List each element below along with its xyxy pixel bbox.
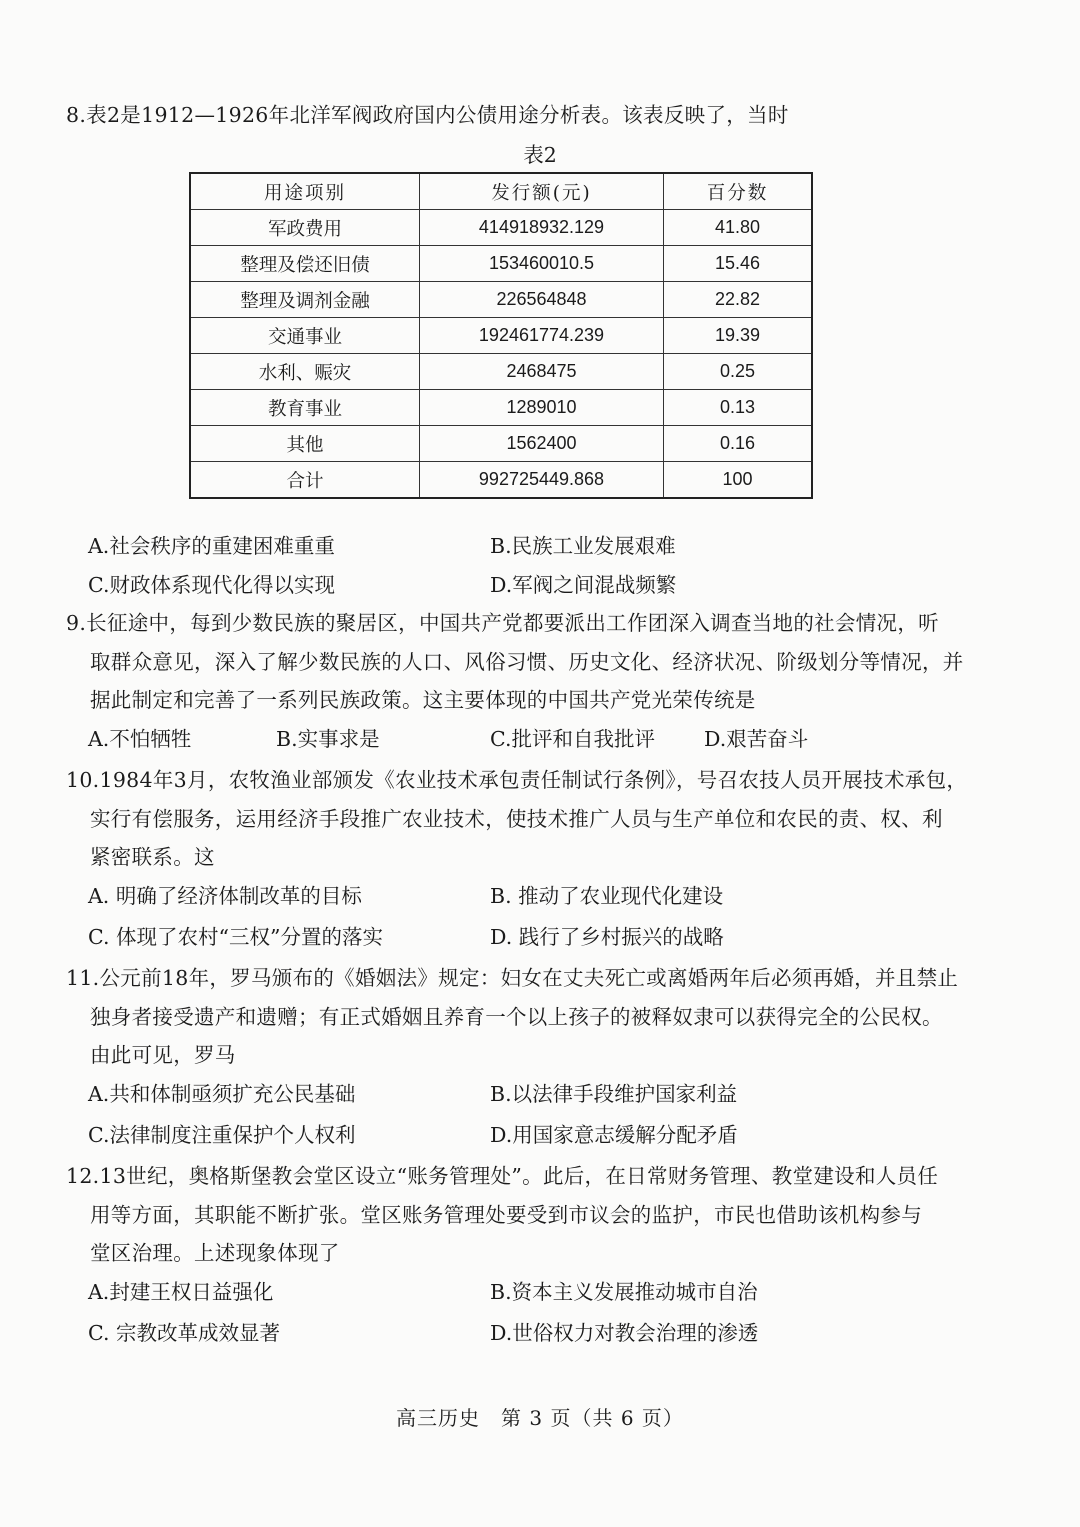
table-row xyxy=(190,282,812,318)
q9-option-a[interactable]: A.不怕牺牲 xyxy=(88,727,192,751)
q12-option-c[interactable]: C. 宗教改革成效显著 xyxy=(88,1321,280,1345)
question-9-line: 取群众意见，深入了解少数民族的人口、风俗习惯、历史文化、经济状况、阶级划分等情况，并 xyxy=(90,649,964,674)
table-cell: 合计 xyxy=(190,462,420,499)
question-11-line: 11.公元前18年，罗马颁布的《婚姻法》规定：妇女在丈夫死亡或离婚两年后必须再婚，并且禁止 xyxy=(66,966,959,990)
q11-option-c[interactable]: C.法律制度注重保护个人权利 xyxy=(88,1123,356,1147)
question-12-line: 12.13世纪，奥格斯堡教会堂区设立“账务管理处”。此后，在日常财务管理、教堂建设和人员任 xyxy=(66,1164,939,1188)
table-cell: 22.82 xyxy=(664,282,813,318)
table-cell: 水利、赈灾 xyxy=(190,354,420,390)
q11-options-row-2 xyxy=(88,1116,948,1154)
question-12-stem xyxy=(66,1157,939,1273)
q10-option-a[interactable]: A. 明确了经济体制改革的目标 xyxy=(88,884,362,908)
table-cell: 226564848 xyxy=(420,282,664,318)
q8-option-a[interactable]: A.社会秩序的重建困难重重 xyxy=(88,534,335,558)
table-caption: 表2 xyxy=(523,143,557,167)
table-total-row xyxy=(190,462,812,499)
q10-option-d[interactable]: D. 践行了乡村振兴的战略 xyxy=(490,925,724,949)
table-cell: 41.80 xyxy=(664,210,813,246)
table-cell: 整理及偿还旧债 xyxy=(190,246,420,282)
table-cell: 100 xyxy=(664,462,813,499)
question-10-stem xyxy=(66,761,968,877)
table-cell: 0.16 xyxy=(664,426,813,462)
header-cell: 用途项别 xyxy=(190,173,420,210)
q11-option-d[interactable]: D.用国家意志缓解分配矛盾 xyxy=(490,1123,738,1147)
question-10-line: 紧密联系。这 xyxy=(90,845,215,869)
page-footer: 高三历史 第 3 页（共 6 页） xyxy=(396,1406,684,1430)
table-cell: 414918932.129 xyxy=(420,210,664,246)
table-cell: 1289010 xyxy=(420,390,664,426)
question-9-stem xyxy=(66,604,964,720)
q10-options-row-1 xyxy=(88,877,948,915)
q10-option-c[interactable]: C. 体现了农村“三权”分置的落实 xyxy=(88,925,383,949)
header-cell: 百分数 xyxy=(664,173,813,210)
question-10-line: 10.1984年3月，农牧渔业部颁发《农业技术承包责任制试行条例》，号召农技人员开展技术承包， xyxy=(66,768,968,792)
q9-option-b[interactable]: B.实事求是 xyxy=(276,727,380,751)
q11-options-row-1 xyxy=(88,1075,948,1113)
q8-option-b[interactable]: B.民族工业发展艰难 xyxy=(490,534,676,558)
table-row xyxy=(190,390,812,426)
table-cell: 19.39 xyxy=(664,318,813,354)
table-cell: 1562400 xyxy=(420,426,664,462)
question-12-line: 堂区治理。上述现象体现了 xyxy=(90,1241,340,1265)
bond-usage-table xyxy=(189,172,813,499)
q8-option-d[interactable]: D.军阀之间混战频繁 xyxy=(490,573,677,597)
table-row xyxy=(190,354,812,390)
table-cell: 153460010.5 xyxy=(420,246,664,282)
table-cell: 992725449.868 xyxy=(420,462,664,499)
q9-option-d[interactable]: D.艰苦奋斗 xyxy=(704,727,809,751)
q10-options-row-2 xyxy=(88,918,948,956)
q12-options-row-2 xyxy=(88,1314,948,1352)
question-11-line: 独身者接受遗产和遗赠；有正式婚姻且养育一个以上孩子的被释奴隶可以获得完全的公民权。 xyxy=(90,1004,943,1029)
table-row xyxy=(190,246,812,282)
table-row xyxy=(190,318,812,354)
table-header-row xyxy=(190,173,812,210)
table-cell: 交通事业 xyxy=(190,318,420,354)
q12-option-b[interactable]: B.资本主义发展推动城市自治 xyxy=(490,1280,758,1304)
table-cell: 0.25 xyxy=(664,354,813,390)
question-8-stem: 8.表2是1912—1926年北洋军阀政府国内公债用途分析表。该表反映了，当时 xyxy=(66,103,789,127)
header-cell: 发行额(元) xyxy=(420,173,664,210)
table-row xyxy=(190,210,812,246)
q8-option-c[interactable]: C.财政体系现代化得以实现 xyxy=(88,573,335,597)
q11-option-a[interactable]: A.共和体制亟须扩充公民基础 xyxy=(88,1082,356,1106)
table-row xyxy=(190,426,812,462)
table-cell: 整理及调剂金融 xyxy=(190,282,420,318)
table-cell: 2468475 xyxy=(420,354,664,390)
question-12-line: 用等方面，其职能不断扩张。堂区账务管理处要受到市议会的监护，市民也借助该机构参与 xyxy=(90,1202,922,1227)
q11-option-b[interactable]: B.以法律手段维护国家利益 xyxy=(490,1082,738,1106)
q9-option-c[interactable]: C.批评和自我批评 xyxy=(490,727,655,751)
question-10-line: 实行有偿服务，运用经济手段推广农业技术，使技术推广人员与生产单位和农民的责、权、利 xyxy=(90,806,943,831)
q8-options-row-2 xyxy=(88,566,948,604)
question-9-line: 据此制定和完善了一系列民族政策。这主要体现的中国共产党光荣传统是 xyxy=(90,688,756,712)
q8-options-row-1 xyxy=(88,527,948,565)
q12-option-a[interactable]: A.封建王权日益强化 xyxy=(88,1280,274,1304)
table-cell: 教育事业 xyxy=(190,390,420,426)
q9-options-row xyxy=(88,720,948,758)
question-11-stem xyxy=(66,959,959,1075)
question-11-line: 由此可见，罗马 xyxy=(90,1043,236,1067)
q12-option-d[interactable]: D.世俗权力对教会治理的渗透 xyxy=(490,1321,759,1345)
table-cell: 军政费用 xyxy=(190,210,420,246)
q10-option-b[interactable]: B. 推动了农业现代化建设 xyxy=(490,884,724,908)
table-cell: 192461774.239 xyxy=(420,318,664,354)
table-cell: 0.13 xyxy=(664,390,813,426)
table-cell: 15.46 xyxy=(664,246,813,282)
question-9-line: 9.长征途中，每到少数民族的聚居区，中国共产党都要派出工作团深入调查当地的社会情况，听 xyxy=(66,611,939,635)
table-cell: 其他 xyxy=(190,426,420,462)
q12-options-row-1 xyxy=(88,1273,948,1311)
